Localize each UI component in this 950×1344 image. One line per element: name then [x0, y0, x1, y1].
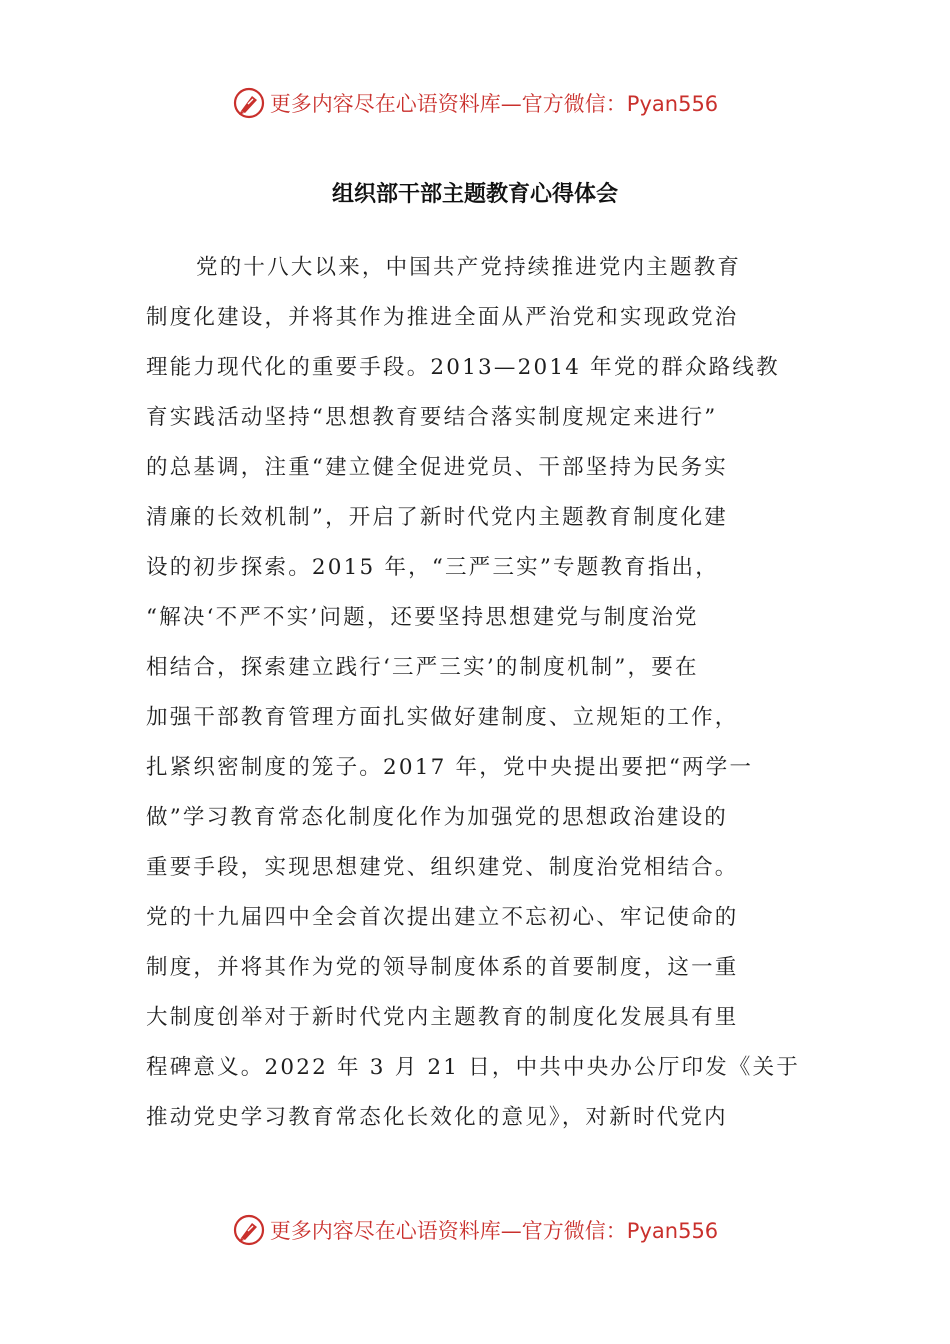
body-line: 制度，并将其作为党的领导制度体系的首要制度，这一重 [146, 955, 739, 980]
body-line: 程碑意义。2022 年 3 月 21 日，中共中央办公厅印发《关于 [146, 1055, 801, 1080]
body-line: 党的十八大以来，中国共产党持续推进党内主题教育 [196, 255, 742, 280]
body-line: 加强干部教育管理方面扎实做好建制度、立规矩的工作， [146, 705, 739, 730]
header-watermark-text: 更多内容尽在心语资料库—官方微信：Pyan556 [269, 92, 719, 116]
pen-nib-logo-icon [232, 1213, 266, 1247]
body-line: 清廉的长效机制”，开启了新时代党内主题教育制度化建 [146, 505, 728, 530]
body-line: 党的十九届四中全会首次提出建立不忘初心、牢记使命的 [146, 905, 739, 930]
body-line: 做”学习教育常态化制度化作为加强党的思想政治建设的 [146, 805, 728, 830]
body-line: 推动党史学习教育常态化长效化的意见》，对新时代党内 [146, 1105, 728, 1130]
body-line: 重要手段，实现思想建党、组织建党、制度治党相结合。 [146, 855, 739, 880]
pen-nib-logo-icon [232, 86, 266, 120]
footer-watermark-banner [0, 1210, 950, 1250]
body-line: 大制度创举对于新时代党内主题教育的制度化发展具有里 [146, 1005, 739, 1030]
body-line: 设的初步探索。2015 年，“三严三实”专题教育指出， [146, 555, 719, 580]
body-line: 相结合，探索建立践行‘三严三实’的制度机制”，要在 [146, 655, 699, 680]
document-body [146, 243, 800, 1143]
document-title: 组织部干部主题教育心得体会 [331, 182, 618, 207]
body-line: 育实践活动坚持“思想教育要结合落实制度规定来进行” [146, 405, 718, 430]
body-line: 理能力现代化的重要手段。2013—2014 年党的群众路线教 [146, 355, 780, 380]
body-line: 制度化建设，并将其作为推进全面从严治党和实现政党治 [146, 305, 739, 330]
body-line: “解决‘不严不实’问题，还要坚持思想建党与制度治党 [146, 605, 699, 630]
body-line: 扎紧织密制度的笼子。2017 年，党中央提出要把“两学一 [146, 755, 754, 780]
footer-watermark-text: 更多内容尽在心语资料库—官方微信：Pyan556 [269, 1219, 719, 1243]
header-watermark-banner [0, 83, 950, 123]
body-line: 的总基调，注重“建立健全促进党员、干部坚持为民务实 [146, 455, 728, 480]
